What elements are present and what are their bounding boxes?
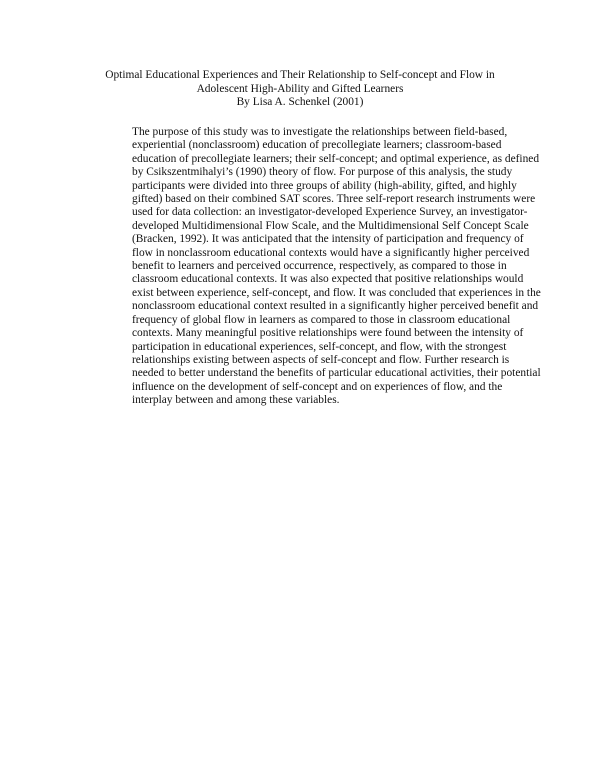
abstract-line: experiential (nonclassroom) education of precollegiate learners; classroom-based bbox=[132, 139, 502, 152]
abstract-line: frequency of global flow in learners as compared to those in classroom educational bbox=[132, 313, 511, 326]
abstract-paragraph bbox=[132, 126, 572, 408]
title-line-2: Adolescent High-Ability and Gifted Learners bbox=[196, 82, 404, 95]
abstract-line: exist between experience, self-concept, and flow. It was concluded that experiences in the bbox=[132, 286, 541, 299]
abstract-line: The purpose of this study was to investigate the relationships between field-based, bbox=[132, 126, 508, 138]
title-block bbox=[60, 69, 540, 110]
abstract-line: nonclassroom educational context resulted in a significantly higher perceived benefit and bbox=[132, 300, 539, 313]
abstract-line: education of precollegiate learners; their self-concept; and optimal experience, as defined bbox=[132, 152, 540, 165]
abstract-line: participation in educational experiences, self-concept, and flow, with the strongest bbox=[132, 340, 507, 353]
abstract-line: flow in nonclassroom educational contexts would have a significantly higher perceived bbox=[132, 246, 530, 259]
abstract-line: contexts. Many meaningful positive relationships were found between the intensity of bbox=[132, 327, 524, 340]
abstract-line: interplay between and among these variables. bbox=[132, 394, 340, 407]
abstract-line: used for data collection: an investigator-developed Experience Survey, an investigator- bbox=[132, 206, 528, 219]
abstract-line: (Bracken, 1992). It was anticipated that the intensity of participation and frequency of bbox=[132, 233, 524, 246]
abstract-line: benefit to learners and perceived occurrence, respectively, as compared to those in bbox=[132, 260, 507, 273]
abstract-line: relationships existing between aspects of self-concept and flow. Further research is bbox=[132, 353, 510, 366]
abstract-line: gifted) based on their combined SAT scores. Three self-report research instruments were bbox=[132, 193, 536, 206]
abstract-line: classroom educational contexts. It was also expected that positive relationships would bbox=[132, 273, 524, 286]
title-line-1: Optimal Educational Experiences and Their Relationship to Self-concept and Flow in bbox=[105, 69, 495, 81]
byline: By Lisa A. Schenkel (2001) bbox=[236, 96, 364, 109]
abstract-line: participants were divided into three groups of ability (high-ability, gifted, and highly bbox=[132, 179, 517, 192]
abstract-line: influence on the development of self-concept and on experiences of flow, and the bbox=[132, 380, 503, 393]
abstract-line: needed to better understand the benefits of particular educational activities, their potential bbox=[132, 367, 541, 380]
abstract-line: by Csikszentmihalyi’s (1990) theory of flow. For purpose of this analysis, the study bbox=[132, 166, 513, 179]
abstract-line: developed Multidimensional Flow Scale, and the Multidimensional Self Concept Scale bbox=[132, 219, 529, 232]
